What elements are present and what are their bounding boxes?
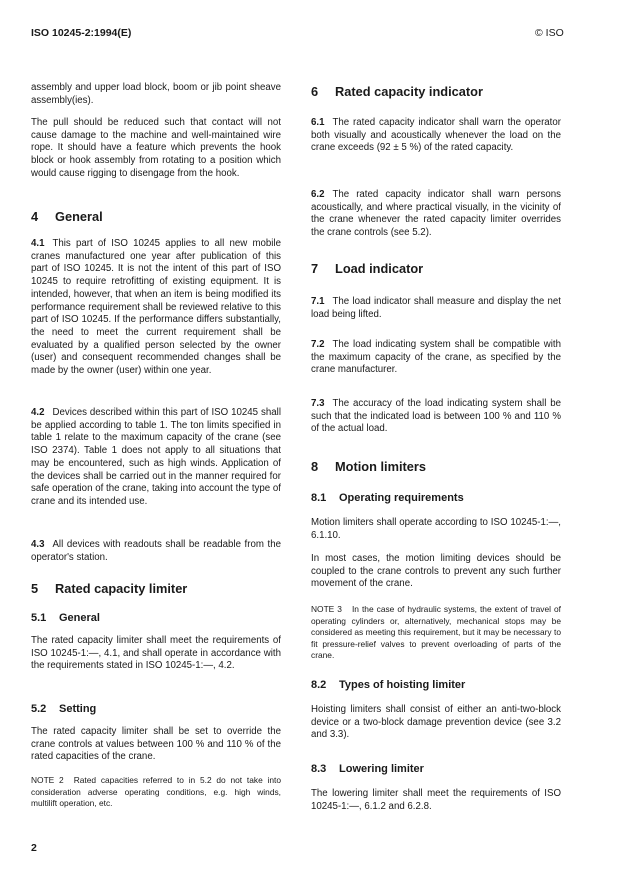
section-title: Load indicator [335,261,424,276]
clause-number: 4.1 [31,238,45,249]
section-heading-7 [311,261,423,276]
clause-7-1 [311,296,561,321]
note-label: NOTE 2 [31,775,64,785]
clause-text: Devices described within this part of ISO 10245 shall be applied according to table 1. The ton limits specified in table 1 relate to the maximum capacity of the crane (see ISO 2374). Table 1 does not apply to all situations that may be encountered, such as high winds. Application of the devices shall be carried out in the manner required for safe operation of the crane, taking into account the type of crane and its intended use. [31,407,281,507]
clause-text: This part of ISO 10245 applies to all new mobile cranes manufactured one year after publication of this part of ISO 10245. It is not the intent of this part of ISO 10245 to require retrofitting of existing equipment. It is intended, however, that when an item is being modified its performance requirement shall be reviewed relative to this part of ISO 10245. If the performance differs substantially, the need to meet the current requirement shall be evaluated by a qualified person selected by the owner (user) and consequent recommended changes shall be made by the owner (user) within one year. [31,238,281,377]
clause-text: The rated capacity indicator shall warn the operator both visually and acoustically whenever the load on the crane exceeds (92 ± 5 %) of the rated capacity. [311,117,561,154]
section-number: 8.3 [311,763,327,775]
section-heading-6 [311,84,483,99]
clause-number: 7.2 [311,339,325,350]
section-title: General [55,209,103,224]
clause-4-1 [31,238,281,378]
copyright: © ISO [535,27,564,39]
clause-4-3 [31,539,281,564]
section-title: Rated capacity limiter [55,581,188,596]
section-number: 5 [31,581,39,596]
clause-number: 6.1 [311,117,325,128]
clause-number: 4.3 [31,539,45,550]
clause-text: The rated capacity indicator shall warn persons acoustically, and where practical visually, in the vicinity of the crane whenever the rated capacity limiter overrides the crane controls (see 5.2). [311,189,561,239]
section-title: Setting [59,703,97,715]
document-id: ISO 10245-2:1994(E) [31,27,132,39]
paragraph: assembly and upper load block, boom or jib point sheave assembly(ies). [31,82,281,106]
clause-7-3 [311,398,561,436]
section-number: 5.1 [31,612,47,624]
section-heading-8 [311,459,426,474]
section-number: 6 [311,84,319,99]
subsection-heading-8-3 [311,763,424,775]
paragraph: Hoisting limiters shall consist of either an anti-two-block device or a two-block damage prevention device (see 3.2 and 3.3). [311,704,561,741]
section-heading-4 [31,209,103,224]
paragraph: Motion limiters shall operate according to ISO 10245-1:—, 6.1.10. [311,517,561,541]
section-number: 4 [31,209,39,224]
clause-6-1 [311,117,561,155]
section-title: General [59,612,100,624]
clause-text: All devices with readouts shall be readable from the operator's station. [31,539,281,563]
paragraph: In most cases, the motion limiting devices should be coupled to the crane controls to prevent any such further movement of the crane. [311,553,561,590]
section-title: Motion limiters [335,459,427,474]
clause-4-2 [31,407,281,509]
section-number: 7 [311,261,319,276]
clause-7-2 [311,339,561,377]
clause-text: The load indicating system shall be compatible with the maximum capacity of the crane, as specified by the crane manufacturer. [311,339,561,376]
subsection-heading-8-2 [311,679,465,691]
section-number: 5.2 [31,703,47,715]
section-number: 8.2 [311,679,327,691]
section-title: Lowering limiter [339,763,424,775]
section-number: 8.1 [311,492,327,504]
clause-number: 7.3 [311,398,325,409]
clause-number: 4.2 [31,407,45,418]
subsection-heading-5-2 [31,703,96,715]
paragraph: The rated capacity limiter shall be set to override the crane controls at values between 100 % and 110 % of the rated capacities of the crane. [31,726,281,763]
paragraph: The lowering limiter shall meet the requirements of ISO 10245-1:—, 6.1.2 and 6.2.8. [311,788,561,812]
clause-number: 7.1 [311,296,325,307]
subsection-heading-8-1 [311,492,464,504]
note-3 [311,604,561,662]
note-text: In the case of hydraulic systems, the extent of travel of operating cylinders or, alternatively, mechanical stops may be considered as meeting this requirement, but it may be necessary to fit pressure-relief valves to prevent overloading of parts of the crane. [311,604,562,661]
clause-text: The load indicator shall measure and display the net load being lifted. [311,296,561,320]
note-2 [31,775,281,810]
section-number: 8 [311,459,319,474]
clause-text: The accuracy of the load indicating system shall be such that the indicated load is between 100 % and 110 % of the actual load. [311,398,561,435]
note-text: Rated capacities referred to in 5.2 do not take into consideration adverse operating conditions, e.g. high winds, multilift operation, etc. [31,775,282,809]
clause-number: 6.2 [311,189,325,200]
paragraph: The pull should be reduced such that contact will not cause damage to the machine and well-maintained wire rope. It should have a feature which prevents the hook block or hook assembly from rotating to a position which would cause rigging to disengage from the hook. [31,117,281,179]
section-title: Operating requirements [339,492,464,504]
page-number: 2 [31,842,37,854]
note-label: NOTE 3 [311,604,342,614]
section-heading-5 [31,581,187,596]
section-title: Rated capacity indicator [335,84,483,99]
paragraph: The rated capacity limiter shall meet the requirements of ISO 10245-1:—, 4.1, and shall operate in accordance with the requirements stated in ISO 10245-1:—, 4.2. [31,635,281,672]
subsection-heading-5-1 [31,612,100,624]
clause-6-2 [311,189,561,240]
section-title: Types of hoisting limiter [339,679,466,691]
